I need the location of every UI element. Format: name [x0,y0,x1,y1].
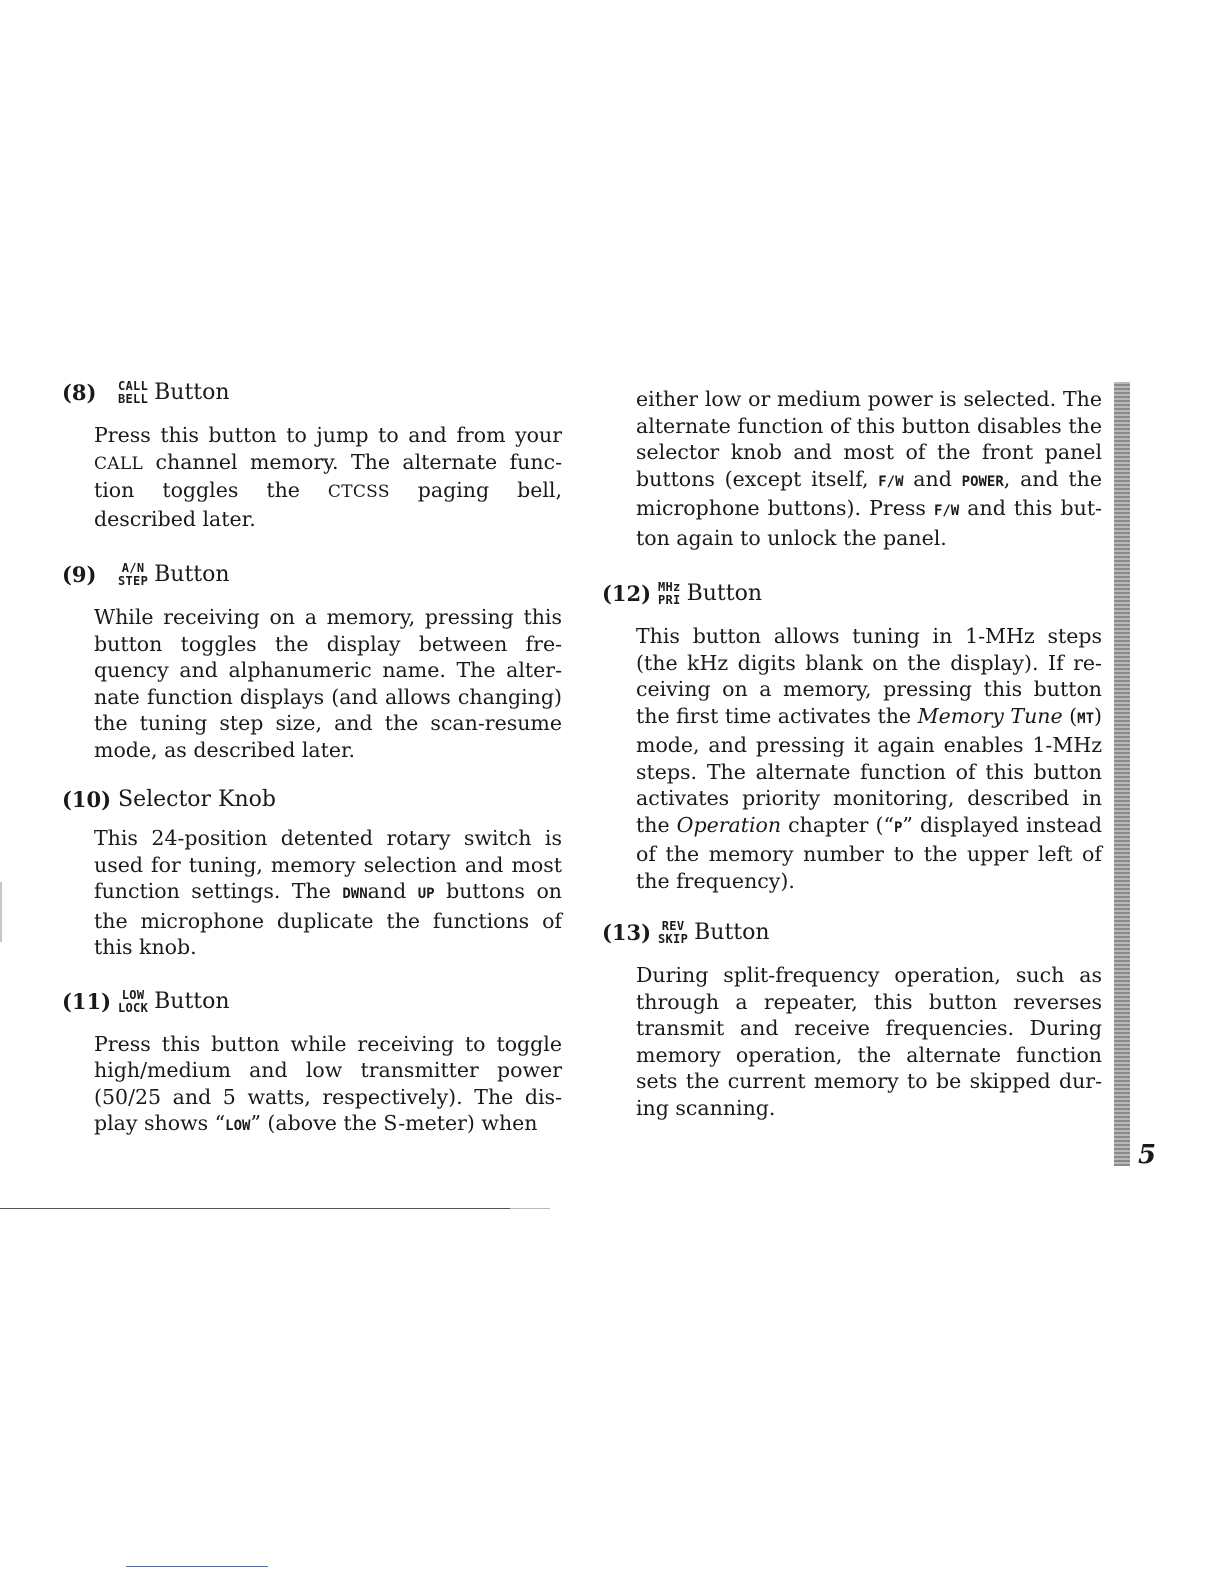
section-title: Button [686,581,763,606]
an-step-key-label [118,562,148,588]
text-run: ( [1062,703,1078,728]
bottom-rule [0,1208,510,1209]
text-run: either low or medium power is selected. The alternate function of this button disables the selector knob and most of the front panel buttons (except itself, [636,387,1102,491]
key-alternate-label: PRI [658,593,681,607]
section-11-body-continued [602,386,1102,551]
left-column [62,380,562,1140]
text-run: paging bell, described later. [94,478,562,531]
section-number: (12) [602,581,652,606]
key-primary-label: REV [661,919,685,933]
operation-chapter-term: Operation [676,812,782,837]
mt-display-code: MT [1077,710,1095,727]
section-13-heading [602,920,1102,946]
key-alternate-label: BELL [118,392,149,406]
text-run: ” displayed instead of the memory number to the upper left of the frequency). [636,812,1102,893]
text-run: chapter (“ [781,812,894,837]
key-primary-label: MHz [658,580,681,594]
text-run: Press this button to jump to and from your [94,423,562,447]
mhz-pri-key-label [658,581,681,607]
fw-button-label: F/W [878,473,904,490]
section-12-heading [602,581,1102,607]
text-run: This button allows tuning in 1-MHz steps (the kHz digits blank on the display). If re-ceiving on a memory, pressing this button the first time activates the [636,624,1102,728]
section-11-heading [62,989,562,1015]
section-number: (11) [62,988,112,1014]
fw-button-label: F/W [933,503,960,519]
chapter-thumb-tab [1114,382,1130,1166]
section-title: Button [154,988,230,1014]
blue-underline-mark [126,1566,268,1567]
text-run: buttons on the microphone duplicate the functions of this knob. [94,879,562,959]
section-9-body: While receiving on a memory, pressing this button toggles the display between fre-quency and alphanumeric name. The alter-nate function displays (and allows changing) the tuning step size, and the scan-resume mode, as described later. [94,605,562,762]
text-run: channel memory. The alternate func-tion toggles the [94,449,562,502]
key-alternate-label: SKIP [658,932,689,946]
text-run: ” (above the S-meter) when [250,1111,538,1135]
key-primary-label: A/N [121,561,145,575]
call-bell-key-label [118,380,148,406]
section-8-body [62,422,562,532]
text-run: and [903,466,962,491]
section-10-body [62,825,562,961]
ctcss-term: CTCSS [327,482,390,502]
section-8-heading [62,380,562,406]
section-9-heading [62,562,562,588]
section-10-heading [62,787,562,813]
up-button-label: UP [417,886,435,902]
power-button-label: POWER [961,473,1004,490]
dwn-button-label: DWN [342,886,368,902]
low-lock-key-label [118,989,148,1015]
text-run: ) mode, and pressing it again enables 1-MHz steps. The alternate function of this button activates priority monitoring, described in the [636,703,1103,837]
key-primary-label: LOW [121,987,145,1002]
section-11-body [62,1031,562,1140]
text-run: and this but-ton again to unlock the panel. [636,496,1102,550]
rev-skip-key-label [658,920,688,946]
text-run: and [367,879,418,903]
key-primary-label: CALL [118,379,149,393]
text-run: Press this button while receiving to toggle high/medium and low transmitter power (50/25 and 5 watts, respectively). The dis-play shows “ [94,1031,562,1135]
section-title: Button [154,380,230,405]
p-display-code: P [893,819,903,836]
section-13-body: During split-frequency operation, such as through a repeater, this button reverses transmit and receive frequencies. During memory operation, the alternate function sets the current memory to be skipped dur-ing scanning. [636,963,1102,1120]
call-term: CALL [94,453,144,474]
low-display-code: LOW [225,1118,251,1134]
text-run: , and the microphone buttons). Press [636,466,1102,520]
section-number: (9) [62,562,97,587]
bottom-rule-fade [510,1208,550,1209]
section-title: Button [154,562,230,587]
key-alternate-label: LOCK [118,1000,149,1015]
section-number: (13) [602,920,652,945]
section-12-body [602,623,1102,894]
section-title: Selector Knob [118,787,276,812]
section-number: (10) [62,787,112,812]
margin-mark [0,882,2,942]
text-run: This 24-position detented rotary switch is used for tuning, memory selection and most function settings. The [94,826,562,903]
section-title: Button [694,920,770,945]
page-number: 5 [1138,1140,1157,1170]
section-number: (8) [62,380,97,405]
right-column [602,380,1102,1121]
memory-tune-term: Memory Tune [917,703,1063,728]
key-alternate-label: STEP [118,574,149,588]
